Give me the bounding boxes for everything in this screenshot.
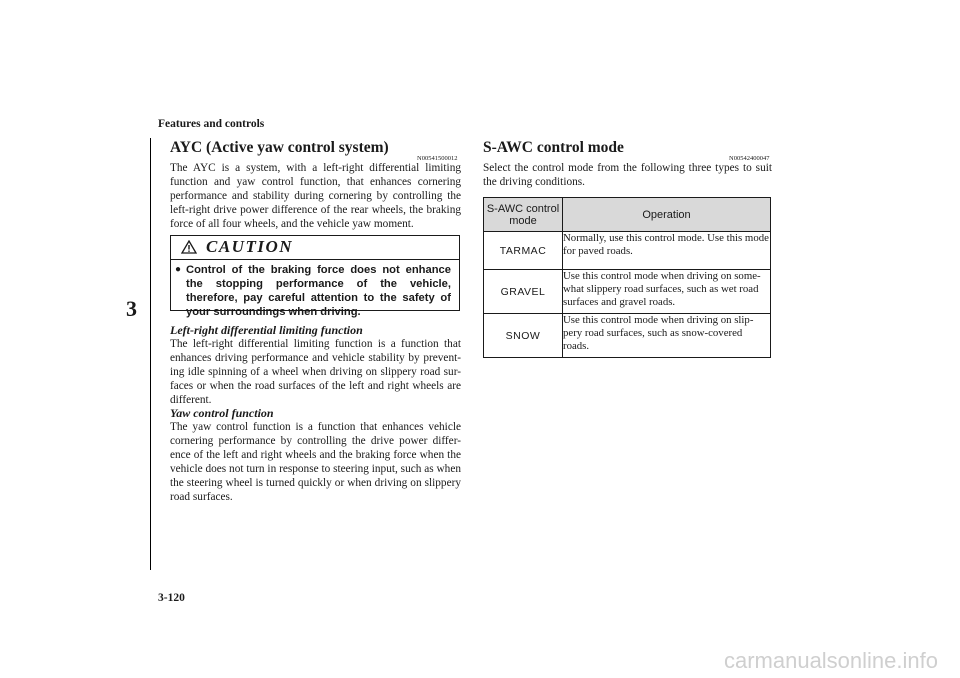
caution-text: Control of the braking force does not enhance the stopping performance of the vehicle, therefore, pay careful attention to the safety of your surroundings when driving.	[186, 264, 451, 318]
page-number: 3-120	[158, 592, 185, 604]
caution-bullet: ●	[175, 264, 182, 275]
table-row	[484, 270, 771, 314]
control-mode-table	[483, 197, 771, 358]
caution-box	[170, 235, 460, 318]
running-header: Features and controls	[158, 118, 265, 130]
section-title-ayc: AYC (Active yaw control system)	[170, 139, 389, 156]
column-header-mode: S-AWC control mode	[484, 198, 563, 232]
section-code-sawc: N00542400047	[729, 155, 770, 162]
table-row	[484, 232, 771, 270]
section-code-ayc: N00541500012	[417, 155, 458, 162]
ayc-intro-paragraph: The AYC is a system, with a left-right differential limiting function and yaw control function, that enhances cornering performance and stability during cornering by controlling the left-right drive power difference of the rear wheels, the braking force of all four wheels, and the vehicle yaw moment.	[170, 162, 461, 230]
operation-cell: Use this control mode when driving on some-what slippery road surfaces, such as wet road surfaces and gravel roads.	[563, 270, 771, 314]
sawc-intro-paragraph: Select the control mode from the following three types to suit the driving conditions.	[483, 162, 772, 188]
warning-triangle-icon	[181, 240, 197, 254]
lr-diff-paragraph: The left-right differential limiting function is a function that enhances driving performance and vehicle stability by prevent-ing idle spinning of a wheel when driving on slippery road sur-faces or when the road surfaces of the left and right wheels are different.	[170, 338, 461, 406]
section-title-sawc: S-AWC control mode	[483, 139, 624, 156]
mode-cell: SNOW	[484, 314, 563, 358]
chapter-number: 3	[126, 296, 137, 321]
caution-header	[171, 236, 459, 260]
chapter-divider-rule	[150, 138, 151, 570]
table-header-row	[484, 198, 771, 232]
caution-title: CAUTION	[206, 237, 294, 256]
column-header-operation: Operation	[563, 198, 771, 232]
subsection-title-yaw: Yaw control function	[170, 406, 274, 420]
caution-body	[175, 263, 451, 319]
table-row	[484, 314, 771, 358]
watermark: carmanualsonline.info	[723, 648, 938, 673]
yaw-paragraph: The yaw control function is a function that enhances vehicle cornering performance by controlling the drive power differ-ence of the left and right wheels and the braking force when the vehicle does not turn in response to steering input, such as when the steering wheel is turned quickly or when driving on slippery road surfaces.	[170, 421, 461, 503]
operation-cell: Normally, use this control mode. Use this mode for paved roads.	[563, 232, 771, 270]
subsection-title-lr-diff: Left-right differential limiting function	[170, 323, 363, 337]
mode-cell: TARMAC	[484, 232, 563, 270]
operation-cell: Use this control mode when driving on slip-pery road surfaces, such as snow-covered roads.	[563, 314, 771, 358]
mode-cell: GRAVEL	[484, 270, 563, 314]
